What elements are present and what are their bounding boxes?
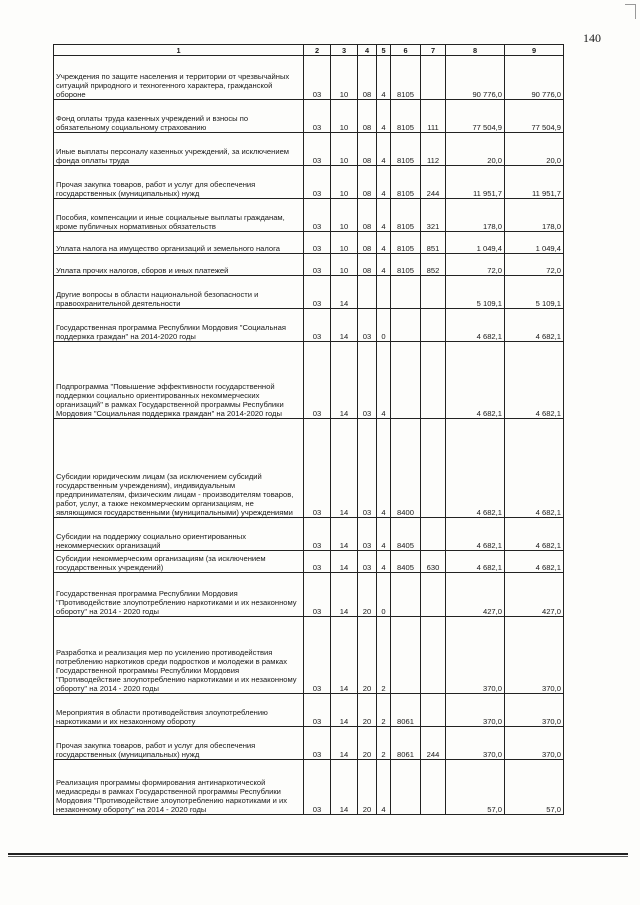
row-cell-c5: 4 [377, 254, 391, 276]
row-cell-c9: 370,0 [505, 694, 564, 727]
row-cell-c9: 4 682,1 [505, 309, 564, 342]
header-cell: 1 [54, 45, 304, 56]
table-row [54, 232, 564, 254]
row-cell-c7: 851 [421, 232, 446, 254]
table-row [54, 199, 564, 232]
row-name-cell: Разработка и реализация мер по усилению противодействия потреблению наркотиков среди подростков и молодежи в рамках Государственной программы Республики Мордовия "Противодействие злоупотреблению наркотиками и их незаконному обороту" на 2014 - 2020 годы [54, 617, 304, 694]
row-cell-c9: 11 951,7 [505, 166, 564, 199]
row-cell-c5: 4 [377, 166, 391, 199]
row-cell-c2: 03 [304, 133, 331, 166]
row-cell-c7: 244 [421, 166, 446, 199]
row-cell-c9: 4 682,1 [505, 518, 564, 551]
row-cell-c8: 4 682,1 [446, 518, 505, 551]
row-cell-c4: 08 [358, 166, 377, 199]
header-cell: 9 [505, 45, 564, 56]
header-cell: 6 [391, 45, 421, 56]
row-cell-c7 [421, 419, 446, 518]
row-cell-c7: 630 [421, 551, 446, 573]
row-cell-c9: 1 049,4 [505, 232, 564, 254]
row-cell-c4: 08 [358, 100, 377, 133]
footer-rule [8, 853, 628, 855]
row-cell-c9: 20,0 [505, 133, 564, 166]
row-cell-c4: 03 [358, 518, 377, 551]
table-row [54, 342, 564, 419]
row-cell-c6 [391, 760, 421, 815]
header-cell: 3 [331, 45, 358, 56]
table-row [54, 551, 564, 573]
row-cell-c3: 14 [331, 727, 358, 760]
row-cell-c3: 14 [331, 518, 358, 551]
row-cell-c9: 4 682,1 [505, 342, 564, 419]
row-cell-c5 [377, 276, 391, 309]
row-cell-c4: 03 [358, 551, 377, 573]
row-cell-c6: 8105 [391, 100, 421, 133]
row-cell-c7 [421, 518, 446, 551]
row-cell-c9: 90 776,0 [505, 56, 564, 100]
row-cell-c3: 14 [331, 309, 358, 342]
row-cell-c6: 8105 [391, 254, 421, 276]
row-cell-c4: 03 [358, 309, 377, 342]
row-cell-c6: 8105 [391, 232, 421, 254]
header-cell: 4 [358, 45, 377, 56]
row-cell-c5: 4 [377, 100, 391, 133]
row-cell-c4: 03 [358, 342, 377, 419]
row-name-cell: Учреждения по защите населения и территории от чрезвычайных ситуаций природного и техногенного характера, гражданской обороне [54, 56, 304, 100]
row-cell-c6: 8405 [391, 551, 421, 573]
row-cell-c7: 112 [421, 133, 446, 166]
row-name-cell: Реализация программы формирования антинаркотической медиасреды в рамках Государственной программы Республики Мордовия "Противодействие злоупотреблению наркотиками и их незаконному обороту" на 2014 - 2020 годы [54, 760, 304, 815]
table-row [54, 56, 564, 100]
table-row [54, 166, 564, 199]
row-cell-c3: 14 [331, 419, 358, 518]
header-cell: 2 [304, 45, 331, 56]
footer-rule-thin [8, 856, 628, 857]
row-name-cell: Подпрограмма "Повышение эффективности государственной поддержки социально ориентированных некоммерческих организаций" в рамках Государственной программы Республики Мордовия "Социальная поддержка граждан" на 2014-2020 годы [54, 342, 304, 419]
row-name-cell: Мероприятия в области противодействия злоупотреблению наркотиками и их незаконному обороту [54, 694, 304, 727]
row-cell-c3: 10 [331, 56, 358, 100]
row-cell-c4: 08 [358, 232, 377, 254]
row-cell-c8: 11 951,7 [446, 166, 505, 199]
row-cell-c5: 4 [377, 419, 391, 518]
row-cell-c3: 14 [331, 694, 358, 727]
row-cell-c2: 03 [304, 694, 331, 727]
table-row [54, 617, 564, 694]
row-cell-c9: 370,0 [505, 727, 564, 760]
row-cell-c5: 4 [377, 232, 391, 254]
row-cell-c4: 20 [358, 617, 377, 694]
row-cell-c8: 4 682,1 [446, 309, 505, 342]
table-row [54, 100, 564, 133]
row-name-cell: Прочая закупка товаров, работ и услуг для обеспечения государственных (муниципальных) нужд [54, 727, 304, 760]
row-cell-c3: 14 [331, 573, 358, 617]
row-cell-c6: 8400 [391, 419, 421, 518]
table-row [54, 254, 564, 276]
row-cell-c4: 03 [358, 419, 377, 518]
row-cell-c6: 8061 [391, 727, 421, 760]
row-cell-c8: 5 109,1 [446, 276, 505, 309]
row-name-cell: Субсидии на поддержку социально ориентированных некоммерческих организаций [54, 518, 304, 551]
row-name-cell: Прочая закупка товаров, работ и услуг для обеспечения государственных (муниципальных) нужд [54, 166, 304, 199]
row-cell-c2: 03 [304, 727, 331, 760]
row-cell-c7 [421, 56, 446, 100]
row-cell-c8: 1 049,4 [446, 232, 505, 254]
row-cell-c5: 0 [377, 573, 391, 617]
row-cell-c3: 14 [331, 760, 358, 815]
budget-table [53, 44, 564, 815]
row-cell-c4: 20 [358, 760, 377, 815]
table-row [54, 133, 564, 166]
row-cell-c3: 10 [331, 133, 358, 166]
table-row [54, 573, 564, 617]
row-cell-c5: 2 [377, 617, 391, 694]
row-cell-c9: 57,0 [505, 760, 564, 815]
row-cell-c3: 10 [331, 254, 358, 276]
row-cell-c2: 03 [304, 309, 331, 342]
row-cell-c7 [421, 342, 446, 419]
table-row [54, 727, 564, 760]
row-cell-c9: 77 504,9 [505, 100, 564, 133]
row-cell-c6: 8105 [391, 56, 421, 100]
row-cell-c6: 8405 [391, 518, 421, 551]
row-cell-c7 [421, 694, 446, 727]
row-cell-c5: 4 [377, 56, 391, 100]
row-cell-c6 [391, 309, 421, 342]
page-corner-mark [625, 4, 636, 19]
table-header-row [54, 45, 564, 56]
row-name-cell: Фонд оплаты труда казенных учреждений и взносы по обязательному социальному страхованию [54, 100, 304, 133]
row-cell-c2: 03 [304, 518, 331, 551]
row-cell-c5: 4 [377, 518, 391, 551]
row-cell-c7 [421, 309, 446, 342]
row-cell-c7 [421, 760, 446, 815]
row-cell-c3: 14 [331, 276, 358, 309]
row-cell-c2: 03 [304, 617, 331, 694]
table-row [54, 694, 564, 727]
row-cell-c4: 20 [358, 694, 377, 727]
header-cell: 8 [446, 45, 505, 56]
row-cell-c5: 2 [377, 727, 391, 760]
row-cell-c9: 4 682,1 [505, 419, 564, 518]
row-name-cell: Уплата прочих налогов, сборов и иных платежей [54, 254, 304, 276]
row-cell-c7: 111 [421, 100, 446, 133]
row-cell-c7: 321 [421, 199, 446, 232]
row-cell-c3: 10 [331, 199, 358, 232]
row-cell-c8: 370,0 [446, 727, 505, 760]
row-cell-c8: 77 504,9 [446, 100, 505, 133]
row-cell-c2: 03 [304, 276, 331, 309]
row-cell-c2: 03 [304, 573, 331, 617]
row-cell-c2: 03 [304, 760, 331, 815]
row-cell-c9: 178,0 [505, 199, 564, 232]
row-cell-c2: 03 [304, 342, 331, 419]
row-cell-c2: 03 [304, 551, 331, 573]
table-body [54, 45, 564, 815]
row-cell-c6: 8105 [391, 133, 421, 166]
row-cell-c4: 20 [358, 727, 377, 760]
row-cell-c3: 10 [331, 100, 358, 133]
table-row [54, 276, 564, 309]
row-name-cell: Субсидии некоммерческим организациям (за исключением государственных учреждений) [54, 551, 304, 573]
row-cell-c9: 427,0 [505, 573, 564, 617]
row-cell-c9: 4 682,1 [505, 551, 564, 573]
row-cell-c4: 08 [358, 254, 377, 276]
row-cell-c4: 08 [358, 133, 377, 166]
row-name-cell: Уплата налога на имущество организаций и земельного налога [54, 232, 304, 254]
row-cell-c6 [391, 617, 421, 694]
row-name-cell: Другие вопросы в области национальной безопасности и правоохранительной деятельности [54, 276, 304, 309]
row-cell-c2: 03 [304, 166, 331, 199]
row-cell-c6: 8061 [391, 694, 421, 727]
row-cell-c2: 03 [304, 232, 331, 254]
row-cell-c4: 08 [358, 199, 377, 232]
row-cell-c7 [421, 276, 446, 309]
row-cell-c8: 4 682,1 [446, 419, 505, 518]
row-cell-c3: 10 [331, 232, 358, 254]
row-cell-c8: 4 682,1 [446, 342, 505, 419]
row-cell-c7 [421, 617, 446, 694]
row-name-cell: Государственная программа Республики Мордовия "Социальная поддержка граждан" на 2014-2020 годы [54, 309, 304, 342]
table-row [54, 419, 564, 518]
header-cell: 5 [377, 45, 391, 56]
row-cell-c8: 370,0 [446, 694, 505, 727]
row-cell-c7 [421, 573, 446, 617]
row-cell-c2: 03 [304, 199, 331, 232]
row-cell-c6 [391, 276, 421, 309]
row-cell-c8: 178,0 [446, 199, 505, 232]
row-cell-c8: 57,0 [446, 760, 505, 815]
row-cell-c8: 20,0 [446, 133, 505, 166]
table-row [54, 760, 564, 815]
row-cell-c5: 4 [377, 551, 391, 573]
row-cell-c4: 08 [358, 56, 377, 100]
table-row [54, 518, 564, 551]
row-cell-c9: 370,0 [505, 617, 564, 694]
row-cell-c4 [358, 276, 377, 309]
row-cell-c2: 03 [304, 100, 331, 133]
row-cell-c2: 03 [304, 254, 331, 276]
row-cell-c7: 852 [421, 254, 446, 276]
row-cell-c8: 72,0 [446, 254, 505, 276]
row-cell-c5: 4 [377, 133, 391, 166]
row-cell-c6: 8105 [391, 166, 421, 199]
row-name-cell: Государственная программа Республики Мордовия "Противодействие злоупотреблению наркотиками и их незаконному обороту" на 2014 - 2020 годы [54, 573, 304, 617]
row-cell-c4: 20 [358, 573, 377, 617]
row-name-cell: Пособия, компенсации и иные социальные выплаты гражданам, кроме публичных нормативных обязательств [54, 199, 304, 232]
row-cell-c2: 03 [304, 56, 331, 100]
row-cell-c9: 5 109,1 [505, 276, 564, 309]
row-cell-c8: 370,0 [446, 617, 505, 694]
row-cell-c8: 90 776,0 [446, 56, 505, 100]
page-number: 140 [583, 31, 601, 45]
row-cell-c6 [391, 342, 421, 419]
row-cell-c5: 2 [377, 694, 391, 727]
header-cell: 7 [421, 45, 446, 56]
row-name-cell: Иные выплаты персоналу казенных учреждений, за исключением фонда оплаты труда [54, 133, 304, 166]
row-cell-c3: 14 [331, 551, 358, 573]
row-cell-c3: 10 [331, 166, 358, 199]
table-row [54, 309, 564, 342]
row-cell-c5: 4 [377, 760, 391, 815]
row-cell-c5: 0 [377, 309, 391, 342]
row-cell-c5: 4 [377, 342, 391, 419]
row-cell-c5: 4 [377, 199, 391, 232]
row-cell-c6 [391, 573, 421, 617]
row-cell-c8: 4 682,1 [446, 551, 505, 573]
row-cell-c3: 14 [331, 617, 358, 694]
row-name-cell: Субсидии юридическим лицам (за исключением субсидий государственным учреждениям), индивидуальным предпринимателям, физическим лицам - производителям товаров, работ, услуг, а также некоммерческим организациям, не являющимся государственными (муниципальными) учреждениями [54, 419, 304, 518]
row-cell-c3: 14 [331, 342, 358, 419]
row-cell-c8: 427,0 [446, 573, 505, 617]
row-cell-c9: 72,0 [505, 254, 564, 276]
row-cell-c6: 8105 [391, 199, 421, 232]
row-cell-c7: 244 [421, 727, 446, 760]
row-cell-c2: 03 [304, 419, 331, 518]
